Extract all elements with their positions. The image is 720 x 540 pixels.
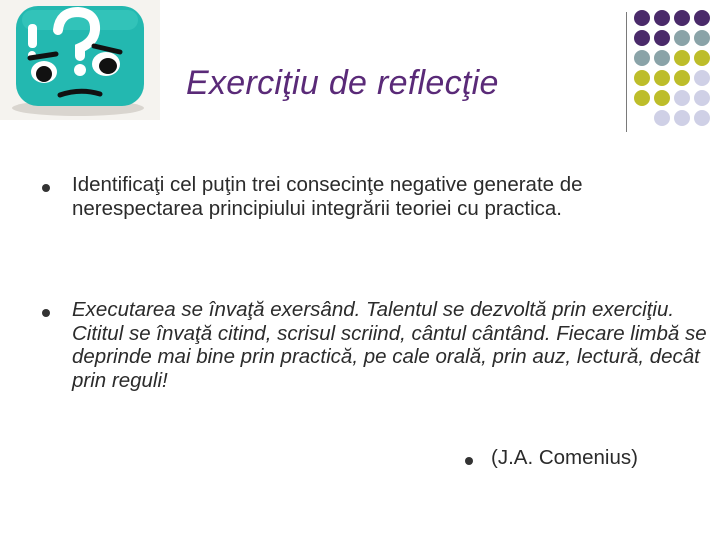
decorative-dot [654,30,670,46]
decorative-dot-grid [634,10,718,135]
decorative-dot [654,70,670,86]
decorative-dot [694,50,710,66]
question-face-logo-icon [0,0,160,120]
attribution-text: (J.A. Comenius) [491,446,638,469]
decorative-dot [634,70,650,86]
decorative-dot [674,50,690,66]
decorative-dot [694,10,710,26]
bullet-text-1: Identificaţi cel puţin trei consecinţe negative generate de nerespectarea principiului integrării teoriei cu practica. [72,173,583,220]
decorative-dot [694,30,710,46]
decorative-dot [674,110,690,126]
decorative-dot [634,10,650,26]
decorative-dot [634,50,650,66]
decorative-dot [634,90,650,106]
bullet-dot [42,184,50,192]
decorative-dot [694,110,710,126]
decorative-dot [654,50,670,66]
decorative-dot [674,10,690,26]
decorative-dot [634,30,650,46]
decorative-dot [694,90,710,106]
decorative-dot [654,110,670,126]
slide-title: Exerciţiu de reflecţie [186,64,499,102]
decorative-dot [694,70,710,86]
decorative-dot [674,90,690,106]
bullet-text-2: Executarea se învaţă exersând. Talentul se dezvoltă prin exerciţiu. Cititul se învaţă citind, scrisul scriind, cântul cântând. Fiecare limbă se deprinde mai bine prin practică, pe cale orală, prin auz, lectură, decât prin reguli! [72,298,707,392]
decorative-dot [654,90,670,106]
decorative-dot [654,10,670,26]
decorative-dot [674,70,690,86]
decorative-dot [674,30,690,46]
title-divider [626,12,627,132]
bullet-dot [42,309,50,317]
bullet-dot [465,457,473,465]
